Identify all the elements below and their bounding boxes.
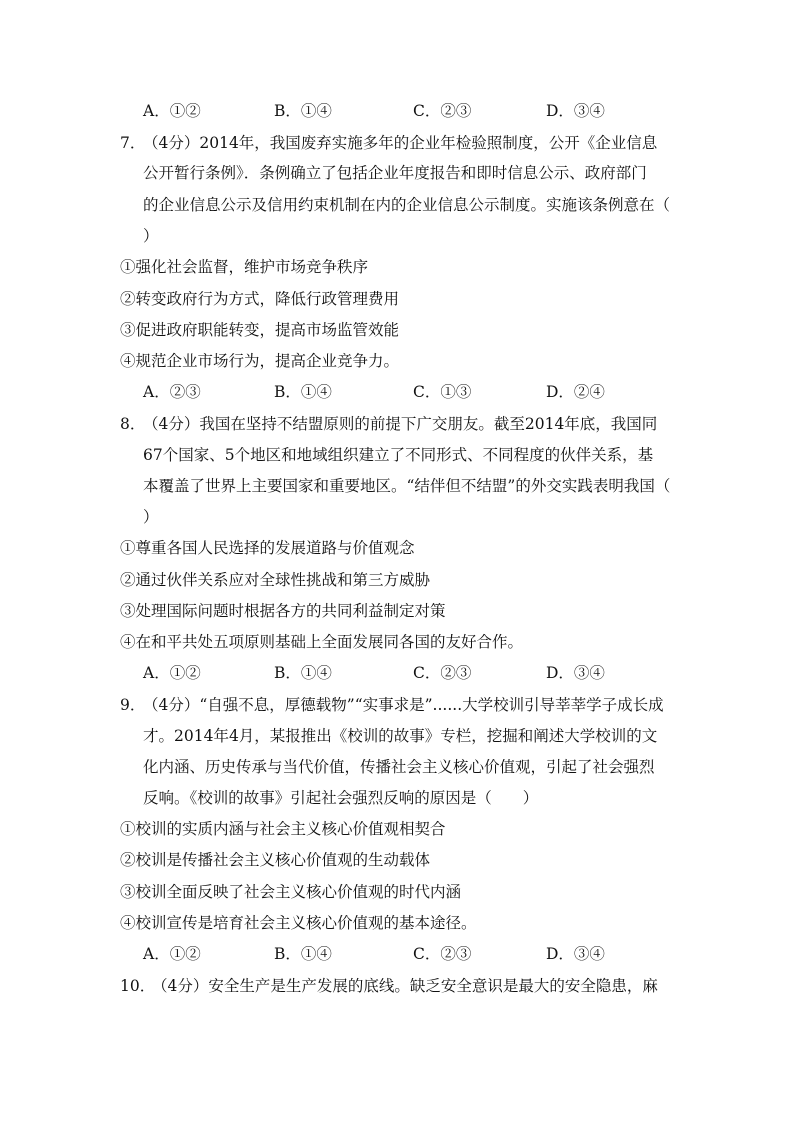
prev-option-a: A．①②	[143, 102, 201, 120]
question-7-line-1: （4分）2014年，我国废弃实施多年的企业年检验照制度，公开《企业信息	[143, 134, 658, 152]
question-8-line-3: 本覆盖了世界上主要国家和重要地区。“结伴但不结盟”的外交实践表明我国（	[143, 477, 671, 495]
question-8-statement-3: ③处理国际问题时根据各方的共同利益制定对策	[120, 602, 446, 620]
question-7-option-c: C．①③	[413, 383, 472, 401]
question-7-number: 7．	[120, 134, 146, 152]
question-8-statement-4: ④在和平共处五项原则基础上全面发展同各国的友好合作。	[120, 633, 524, 651]
question-8-option-a: A．①②	[143, 664, 201, 682]
question-10-number: 10．	[120, 977, 156, 995]
question-9-line-4: 反响。《校训的故事》引起社会强烈反响的原因是（ ）	[143, 789, 539, 807]
question-8-option-c: C．②③	[413, 664, 472, 682]
question-8-number: 8．	[120, 415, 146, 433]
question-9-statement-4: ④校训宣传是培育社会主义核心价值观的基本途径。	[120, 914, 477, 932]
question-9-statement-2: ②校训是传播社会主义核心价值观的生动载体	[120, 851, 431, 869]
question-8-line-4: ）	[143, 508, 159, 526]
question-7-option-b: B．①④	[274, 383, 332, 401]
question-10-line-1: （4分）安全生产是生产发展的底线。缺乏安全意识是最大的安全隐患，麻	[152, 977, 658, 995]
question-9-number: 9．	[120, 696, 146, 714]
prev-option-b: B．①④	[274, 102, 332, 120]
question-8-line-2: 67个国家、5个地区和地域组织建立了不同形式、不同程度的伙伴关系，基	[143, 446, 654, 464]
prev-option-d: D．③④	[546, 102, 605, 120]
question-8-option-b: B．①④	[274, 664, 332, 682]
question-7-statement-3: ③促进政府职能转变，提高市场监管效能	[120, 321, 400, 339]
question-9-option-d: D．③④	[546, 945, 605, 963]
question-8-statement-2: ②通过伙伴关系应对全球性挑战和第三方威胁	[120, 571, 431, 589]
question-9-line-3: 化内涵、历史传承与当代价值，传播社会主义核心价值观，引起了社会强烈	[143, 758, 655, 776]
question-7-statement-2: ②转变政府行为方式，降低行政管理费用	[120, 290, 400, 308]
question-9-option-b: B．①④	[274, 945, 332, 963]
question-9-line-2: 才。2014年4月，某报推出《校训的故事》专栏，挖掘和阐述大学校训的文	[143, 727, 658, 745]
question-7-line-3: 的企业信息公示及信用约束机制在内的企业信息公示制度。实施该条例意在（	[143, 196, 671, 214]
question-9-statement-3: ③校训全面反映了社会主义核心价值观的时代内涵	[120, 883, 462, 901]
question-8-option-d: D．③④	[546, 664, 605, 682]
question-9-line-1: （4分）“自强不息，厚德载物”“实事求是”......大学校训引导莘莘学子成长成	[143, 696, 664, 714]
question-7-option-d: D．②④	[546, 383, 605, 401]
question-8-statement-1: ①尊重各国人民选择的发展道路与价值观念	[120, 539, 415, 557]
question-9-statement-1: ①校训的实质内涵与社会主义核心价值观相契合	[120, 820, 446, 838]
question-9-option-a: A．①②	[143, 945, 201, 963]
question-7-line-2: 公开暂行条例》．条例确立了包括企业年度报告和即时信息公示、政府部门	[143, 164, 647, 182]
prev-option-c: C．②③	[413, 102, 472, 120]
question-7-statement-4: ④规范企业市场行为，提高企业竞争力。	[120, 352, 400, 370]
question-7-option-a: A．②③	[143, 383, 201, 401]
question-8-line-1: （4分）我国在坚持不结盟原则的前提下广交朋友。截至2014年底，我国同	[143, 415, 658, 433]
question-9-option-c: C．②③	[413, 945, 472, 963]
question-7-line-4: ）	[143, 227, 159, 245]
question-7-statement-1: ①强化社会监督，维护市场竞争秩序	[120, 258, 369, 276]
